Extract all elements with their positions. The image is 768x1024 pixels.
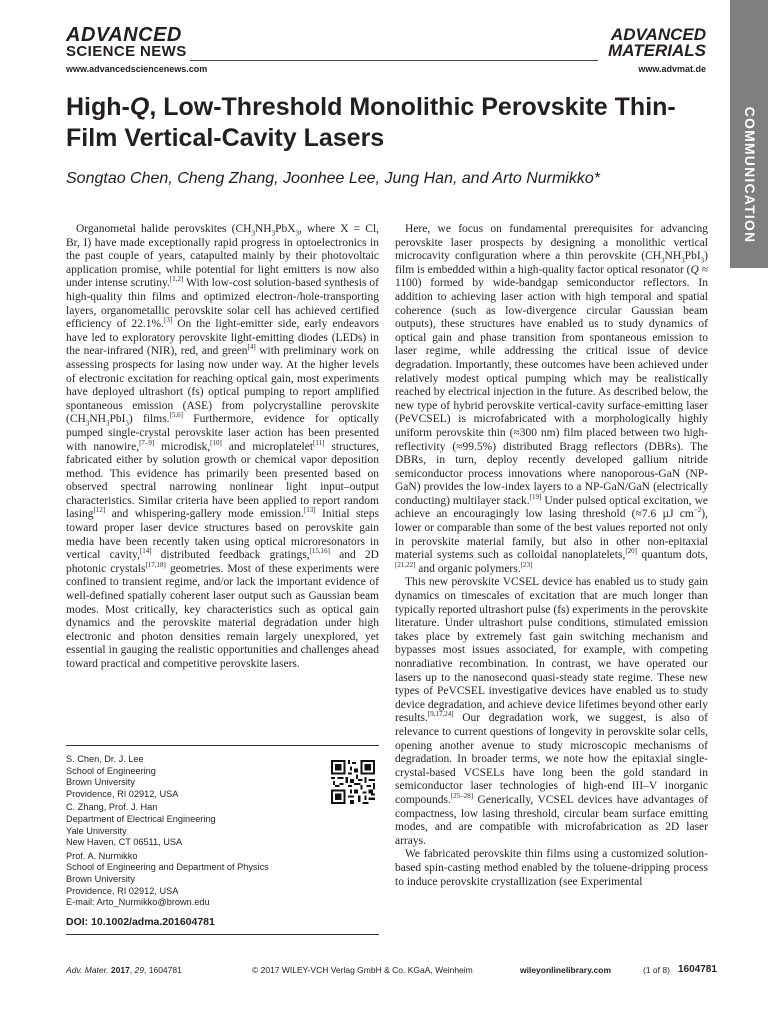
doi-link[interactable]: DOI: 10.1002/adma.201604781 bbox=[66, 916, 215, 928]
publisher-logo-line2: SCIENCE NEWS bbox=[66, 43, 187, 60]
citation[interactable]: [13] bbox=[303, 506, 316, 515]
paragraph: Here, we focus on fundamental prerequisites for advancing perovskite laser prospects by designing a monolithic vertical microcavity configuration where a thin perovskite $(CH_3NH_3PbI_3)$ film is embedded within a high-quality factor optical resonator (Q ≈ 1100) formed by wide-bandgap semiconductor reflectors. In addition to achieving laser action with high temporal and spatial coherence (such as low-divergence circular Gaussian beam outputs), these structures have enabled us to study dynamics of optical gain and phase transition from spontaneous emission to laser regime, while addressing the critical issue of device degradation. Importantly, these outcomes have been achieved under relatively modest optical pumping which may be realistically reached by electrical injection in the future. As described below, the new type of hybrid perovskite vertical-cavity surface-emitting laser (PeVCSEL) is microfabricated with a morphologically highly uniform perovskite thin (≈300 nm) film placed between two high-reflectivity (≈99.5%) distributed Bragg reflectors (DBRs). The DBRs, in turn, deploy recently developed gallium nitride semiconductor process innovations where nanoporous-GaN (NP-GaN) provides the low-index layers to a NP-GaN/GaN (electrically conducting) multilayer stack.[19] Under pulsed optical excitation, we achieve an encouragingly low lasing threshold (≈7.6 µJ $cm^{-2}$), lower or comparable than some of the best values reported not only in perovskite material family, but also in other non-epitaxial material systems such as colloidal nanoplatelets,[20] quantum dots,[21,22] and organic polymers.[23] bbox=[395, 223, 709, 575]
publisher-logo-line1: ADVANCED bbox=[66, 24, 182, 46]
journal-logo-line1: ADVANCED bbox=[610, 25, 706, 44]
article-number: 1604781 bbox=[678, 964, 717, 975]
affiliation-divider bbox=[66, 745, 379, 746]
qr-code-icon[interactable] bbox=[331, 760, 375, 804]
paragraph: We fabricated perovskite thin films using a customized solution-based spin-casting method enabled by the toluene-dripping process to induce perovskite crystallization (see Experimental bbox=[395, 848, 708, 888]
affiliation-block: C. Zhang, Prof. J. Han Department of Electrical Engineering Yale University New Haven, CT 06511, USA bbox=[66, 802, 216, 848]
citation[interactable]: [5,6] bbox=[169, 411, 183, 420]
publisher-site-link[interactable]: wileyonlinelibrary.com bbox=[520, 965, 612, 975]
citation[interactable]: [14] bbox=[139, 547, 152, 556]
citation[interactable]: [23] bbox=[520, 561, 533, 570]
affiliation-block: Prof. A. Nurmikko School of Engineering and Department of Physics Brown University Providence, RI 02912, USA E-mail: Arto_Nurmikko@brown.edu bbox=[66, 851, 306, 909]
journal-url[interactable]: www.advmat.de bbox=[638, 64, 706, 74]
citation[interactable]: [25–28] bbox=[450, 792, 474, 801]
publisher-url[interactable]: www.advancedsciencenews.com bbox=[66, 64, 208, 74]
body-column-right bbox=[395, 223, 708, 889]
citation[interactable]: [21,22] bbox=[395, 561, 416, 570]
citation[interactable]: [3] bbox=[164, 316, 173, 325]
citation[interactable]: [1,2] bbox=[169, 275, 184, 284]
paragraph: This new perovskite VCSEL device has enabled us to study gain dynamics on timescales of excitation that are much longer than typically reported ultrashort pulse (fs) experiments in the perovskite literature. Under ultrashort pulse conditions, stimulated emission takes place by extremely fast gain switching mechanism and bypasses most issues associated, for example, with competing nonradiative recombination. In contrast, we have operated our lasers up to the nanosecond quasi-steady state regime. These new types of PeVCSEL investigative devices have enabled us to study device degradation, and achieve device lifetimes beyond other early results.[9,17,24] Our degradation work, we suggest, is also of relevance to current questions of longevity in perovskite solar cells, opening another avenue to study microscopic mechanisms of degradation. In broader terms, we note how the epitaxial single-crystal-based VCSELs have long been the gold standard in semiconductor laser technologies of high-end III–V inorganic compounds.[25–28] Generically, VCSEL devices have advantages of compactness, low lasing threshold, circular beam surface emitting modes, and are compatible with microfabrication as 2D laser arrays. bbox=[395, 576, 708, 847]
title-part-1: High- bbox=[66, 93, 130, 121]
author-email[interactable]: E-mail: Arto_Nurmikko@brown.edu bbox=[66, 897, 210, 908]
citation[interactable]: [12] bbox=[93, 506, 106, 515]
header-divider bbox=[190, 60, 598, 61]
citation[interactable]: [4] bbox=[247, 343, 256, 352]
citation[interactable]: [19] bbox=[529, 493, 542, 502]
section-tab-label: COMMUNICATION bbox=[742, 106, 758, 244]
journal-logo bbox=[608, 27, 706, 58]
page-indicator: (1 of 8) bbox=[643, 965, 670, 975]
author-list: Songtao Chen, Cheng Zhang, Joonhee Lee, Jung Han, and Arto Nurmikko* bbox=[66, 170, 600, 187]
doi-divider bbox=[66, 934, 379, 935]
title-part-2: , Low-Threshold Monolithic Perovskite Thin-Film Vertical-Cavity Lasers bbox=[66, 93, 676, 152]
copyright-notice: © 2017 WILEY-VCH Verlag GmbH & Co. KGaA, Weinheim bbox=[252, 965, 473, 975]
citation[interactable]: [10] bbox=[210, 438, 222, 447]
citation[interactable]: [11] bbox=[313, 438, 325, 447]
paragraph: Organometal halide perovskites ($CH_3NH_3PbX_3$, where X = Cl, Br, I) have made exceptionally rapid progress in optoelectronics in the past couple of years, catapulted mainly by their photovoltaic application promise, while potential for light emitters is now also under intense scrutiny.[1,2] With low-cost solution-based synthesis of high-quality thin films and optimized electron-/hole-transporting layers, organometallic perovskite solar cell has achieved certified efficiency of 22.1%.[3] On the light-emitter side, early endeavors have led to exploratory perovskite light-emitting diodes (LEDs) in the near-infrared (NIR), red, and green[4] with preliminary work on assessing prospects for lasing now under way. At the higher levels of electronic excitation for reaching optical gain, most experiments have deployed ultrashort (fs) optical pumping to report amplified spontaneous emission (ASE) from polycrystalline perovskite $(CH_3NH_3PbI_3)$ films.[5,6] Furthermore, evidence for optically pumped single-crystal perovskite laser action has been presented with nanowire,[7–9] microdisk,[10] and microplatelet[11] structures, fabricated either by solution growth or chemical vapor deposition method. This evidence has primarily been presented based on observed spectral narrowing nonlinear light input–output characteristics. Similar criteria have been applied to report random lasing[12] and whispering-gallery mode emission.[13] Initial steps toward proper laser device structures based on perovskite gain media have been recently taken using optical microresonators in vertical cavity,[14] distributed feedback gratings,[15,16] and 2D photonic crystals[17,18] geometries. Most of these experiments were confined to transient regime, and/or lack the important evidence of well-defined spatially coherent laser output such as Gaussian beam modes. Most critically, key characteristics such as optical gain dynamics and the perovskite material degradation under high electronic and photon densities remain largely unexplored, yet essential in gauging the realistic opportunities and challenges ahead toward practical and competitive perovskite lasers. bbox=[66, 223, 380, 670]
citation[interactable]: [17,18] bbox=[145, 561, 166, 570]
publisher-logo bbox=[66, 26, 187, 59]
citation[interactable]: [7–9] bbox=[139, 438, 155, 447]
journal-citation: Adv. Mater. 2017, 29, 1604781 bbox=[66, 965, 182, 975]
citation[interactable]: [9,17,24] bbox=[427, 710, 454, 719]
article-title bbox=[66, 92, 706, 154]
body-column-left bbox=[66, 223, 379, 672]
citation[interactable]: [20] bbox=[625, 547, 637, 556]
affiliation-block: S. Chen, Dr. J. Lee School of Engineering Brown University Providence, RI 02912, USA bbox=[66, 754, 179, 799]
citation[interactable]: [15,16] bbox=[309, 547, 331, 556]
title-part-q: Q bbox=[129, 93, 150, 121]
affiliations bbox=[66, 754, 306, 911]
journal-logo-line2: MATERIALS bbox=[608, 40, 706, 60]
